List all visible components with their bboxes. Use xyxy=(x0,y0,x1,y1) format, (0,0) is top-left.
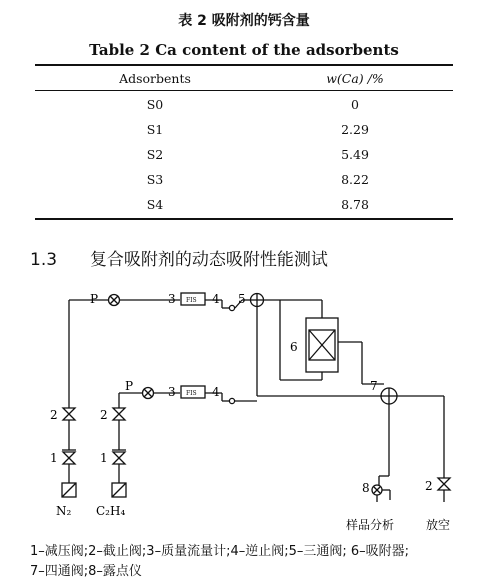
table-top-rule xyxy=(35,64,453,66)
label-4-top: 4 xyxy=(212,292,220,306)
figure-caption-line1: 1–减压阀;2–截止阀;3–质量流量计;4–逆止阀;5–三通阀; 6–吸附器; xyxy=(30,544,410,559)
table-bottom-rule xyxy=(35,218,453,220)
section-title: 复合吸附剂的动态吸附性能测试 xyxy=(89,250,328,270)
table-header-ca: w(Ca) /% xyxy=(326,71,384,86)
section-number: 1.3 xyxy=(30,250,58,270)
pressure-reducing-valve-icon xyxy=(113,452,125,464)
label-8: 8 xyxy=(362,481,370,495)
table-row: S0 xyxy=(146,97,164,112)
label-7: 7 xyxy=(370,379,378,393)
label-6: 6 xyxy=(290,340,298,354)
stop-valve-icon xyxy=(113,408,125,420)
stop-valve-icon xyxy=(63,408,75,420)
table-title-cn: 表 2 吸附剂的钙含量 xyxy=(178,13,310,29)
label-2-c2h4: 2 xyxy=(100,408,108,422)
label-1-n2: 1 xyxy=(50,451,58,465)
check-valve-icon xyxy=(229,305,234,310)
process-flow-diagram xyxy=(0,280,488,542)
table-cell-value: 5.49 xyxy=(341,147,369,162)
label-n2-gas: N₂ xyxy=(56,504,72,518)
table-cell-value: 8.22 xyxy=(341,172,369,187)
stop-valve-icon xyxy=(438,478,450,490)
table-cell-value: 0 xyxy=(351,97,359,112)
label-p-mid: P xyxy=(125,379,134,393)
label-vent: 放空 xyxy=(426,518,451,532)
label-c2h4-gas: C₂H₄ xyxy=(96,504,126,518)
label-4-mid: 4 xyxy=(212,385,220,399)
svg-text:FIS: FIS xyxy=(186,390,197,397)
table-cell-value: 8.78 xyxy=(341,197,369,212)
pressure-reducing-valve-icon xyxy=(63,452,75,464)
table-cell-value: 2.29 xyxy=(341,122,369,137)
label-2-n2: 2 xyxy=(50,408,58,422)
label-3-mid: 3 xyxy=(168,385,176,399)
label-2-vent: 2 xyxy=(425,479,433,493)
table-header-adsorbents: Adsorbents xyxy=(119,71,191,86)
label-p-top: P xyxy=(90,292,99,306)
label-1-c2h4: 1 xyxy=(100,451,108,465)
table-header-rule xyxy=(35,90,453,91)
label-5: 5 xyxy=(238,292,246,306)
table-row: S2 xyxy=(146,147,164,162)
table-row: S1 xyxy=(146,122,164,137)
section-heading xyxy=(30,245,328,270)
svg-text:FIS: FIS xyxy=(186,297,197,304)
table-title-en: Table 2 Ca content of the adsorbents xyxy=(89,41,399,59)
label-3-top: 3 xyxy=(168,292,176,306)
check-valve-icon xyxy=(229,398,234,403)
table-row: S3 xyxy=(146,172,164,187)
label-sample-analysis: 样品分析 xyxy=(346,518,395,532)
figure-caption-line2: 7–四通阀;8–露点仪 xyxy=(30,564,142,579)
table-row: S4 xyxy=(146,197,164,212)
